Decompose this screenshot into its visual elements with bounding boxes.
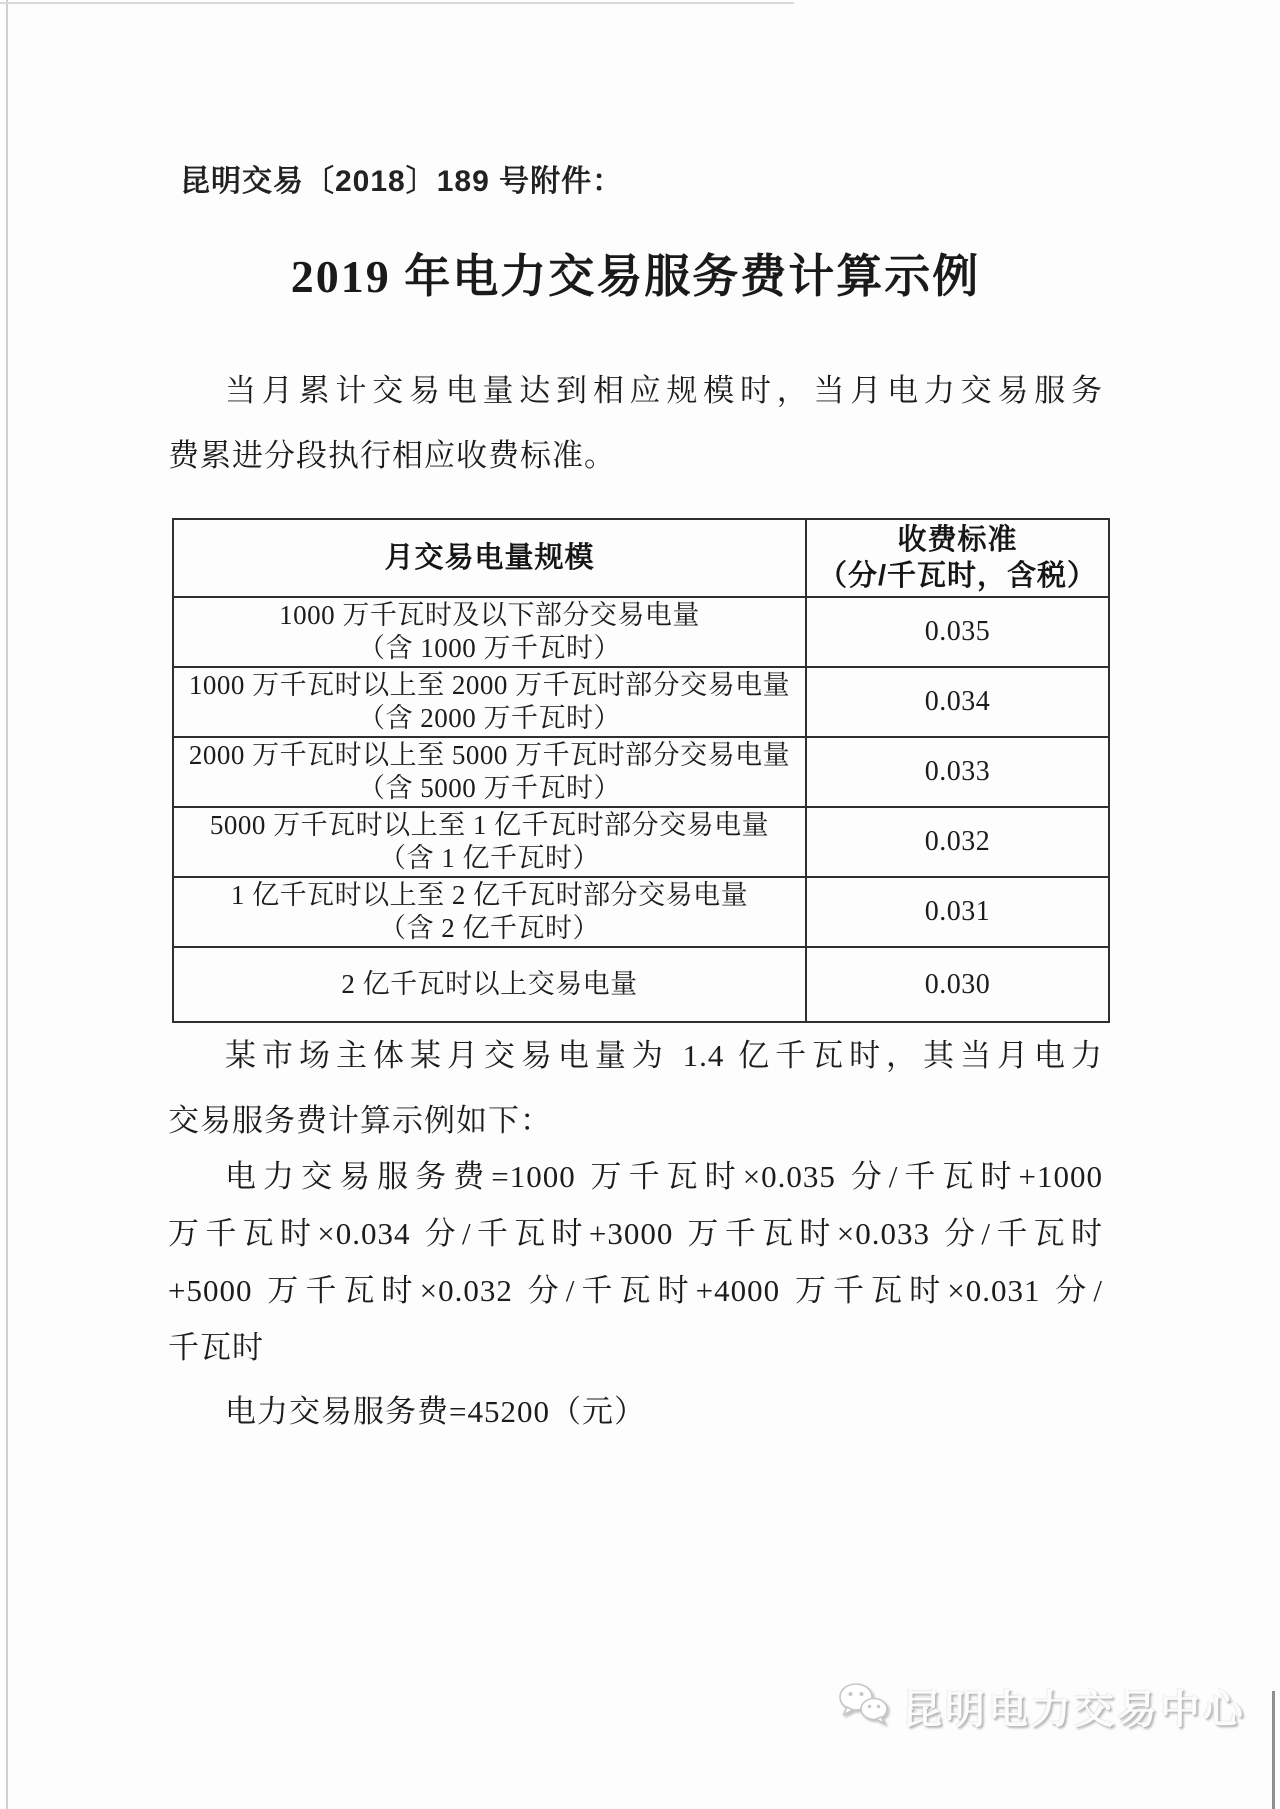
table-header-row bbox=[173, 519, 1109, 597]
scale-line-1: 5000 万千瓦时以上至 1 亿千瓦时部分交易电量 bbox=[209, 810, 770, 840]
scale-cell bbox=[173, 667, 806, 737]
intro-line-2: 费累进分段执行相应收费标准。 bbox=[168, 438, 616, 473]
scale-line-1: 1 亿千瓦时以上至 2 亿千瓦时部分交易电量 bbox=[230, 880, 749, 910]
scale-cell bbox=[173, 877, 806, 947]
intro-line-1: 当月累计交易电量达到相应规模时，当月电力交易服务 bbox=[225, 373, 1103, 408]
example-line-2: 交易服务费计算示例如下： bbox=[168, 1103, 552, 1138]
table-row bbox=[173, 877, 1109, 947]
header-cell-scale: 月交易电量规模 bbox=[173, 519, 806, 597]
watermark bbox=[836, 1678, 1246, 1735]
calc-line-4: 千瓦时 bbox=[168, 1330, 264, 1365]
calc-line-1: 电力交易服务费=1000 万千瓦时×0.035 分/千瓦时+1000 bbox=[225, 1159, 1103, 1194]
scale-line-1: 1000 万千瓦时以上至 2000 万千瓦时部分交易电量 bbox=[188, 670, 791, 700]
scale-cell: 2 亿千瓦时以上交易电量 bbox=[173, 947, 806, 1022]
table-row bbox=[173, 597, 1109, 667]
scan-edge-left-line bbox=[6, 0, 8, 1809]
example-paragraph bbox=[168, 1023, 1103, 1153]
header-rate-line-1: 收费标准 bbox=[897, 524, 1018, 556]
table-row bbox=[173, 807, 1109, 877]
scan-edge-bottom-right-line bbox=[1272, 1691, 1275, 1809]
scan-edge-top-line bbox=[0, 2, 794, 4]
intro-paragraph bbox=[168, 358, 1103, 488]
table-row bbox=[173, 737, 1109, 807]
table-row bbox=[173, 667, 1109, 737]
scale-line-2: （含 1 亿千瓦时） bbox=[379, 843, 600, 873]
wechat-icon bbox=[836, 1680, 892, 1733]
fee-rate-table bbox=[172, 518, 1110, 1023]
rate-cell: 0.034 bbox=[806, 667, 1109, 737]
example-line-1: 某市场主体某月交易电量为 1.4 亿千瓦时，其当月电力 bbox=[225, 1038, 1103, 1073]
scale-line-2: （含 5000 万千瓦时） bbox=[358, 773, 621, 803]
rate-cell: 0.032 bbox=[806, 807, 1109, 877]
scale-cell bbox=[173, 737, 806, 807]
scale-line-2: （含 2000 万千瓦时） bbox=[358, 703, 621, 733]
rate-cell: 0.030 bbox=[806, 947, 1109, 1022]
document-reference-number: 昆明交易〔2018〕189 号附件： bbox=[180, 165, 624, 198]
rate-cell: 0.035 bbox=[806, 597, 1109, 667]
calc-line-2: 万千瓦时×0.034 分/千瓦时+3000 万千瓦时×0.033 分/千瓦时 bbox=[168, 1216, 1103, 1251]
scale-line-2: （含 2 亿千瓦时） bbox=[379, 913, 600, 943]
rate-cell: 0.031 bbox=[806, 877, 1109, 947]
result-text: 电力交易服务费=45200（元） bbox=[225, 1394, 646, 1429]
calculation-paragraph bbox=[168, 1148, 1103, 1376]
rate-cell: 0.033 bbox=[806, 737, 1109, 807]
scale-line-1: 2000 万千瓦时以上至 5000 万千瓦时部分交易电量 bbox=[188, 740, 791, 770]
result-line bbox=[168, 1386, 1103, 1431]
scale-line-2: （含 1000 万千瓦时） bbox=[358, 633, 621, 663]
scale-cell bbox=[173, 807, 806, 877]
calc-line-3: +5000 万千瓦时×0.032 分/千瓦时+4000 万千瓦时×0.031 分/ bbox=[168, 1273, 1103, 1308]
scale-line-1: 1000 万千瓦时及以下部分交易电量 bbox=[279, 600, 700, 630]
header-rate-line-2: （分/千瓦时，含税） bbox=[817, 560, 1098, 592]
watermark-text: 昆明电力交易中心 bbox=[902, 1688, 1246, 1732]
header-cell-rate bbox=[806, 519, 1109, 597]
document-title: 2019 年电力交易服务费计算示例 bbox=[290, 251, 981, 302]
scale-cell bbox=[173, 597, 806, 667]
table-row bbox=[173, 947, 1109, 1022]
